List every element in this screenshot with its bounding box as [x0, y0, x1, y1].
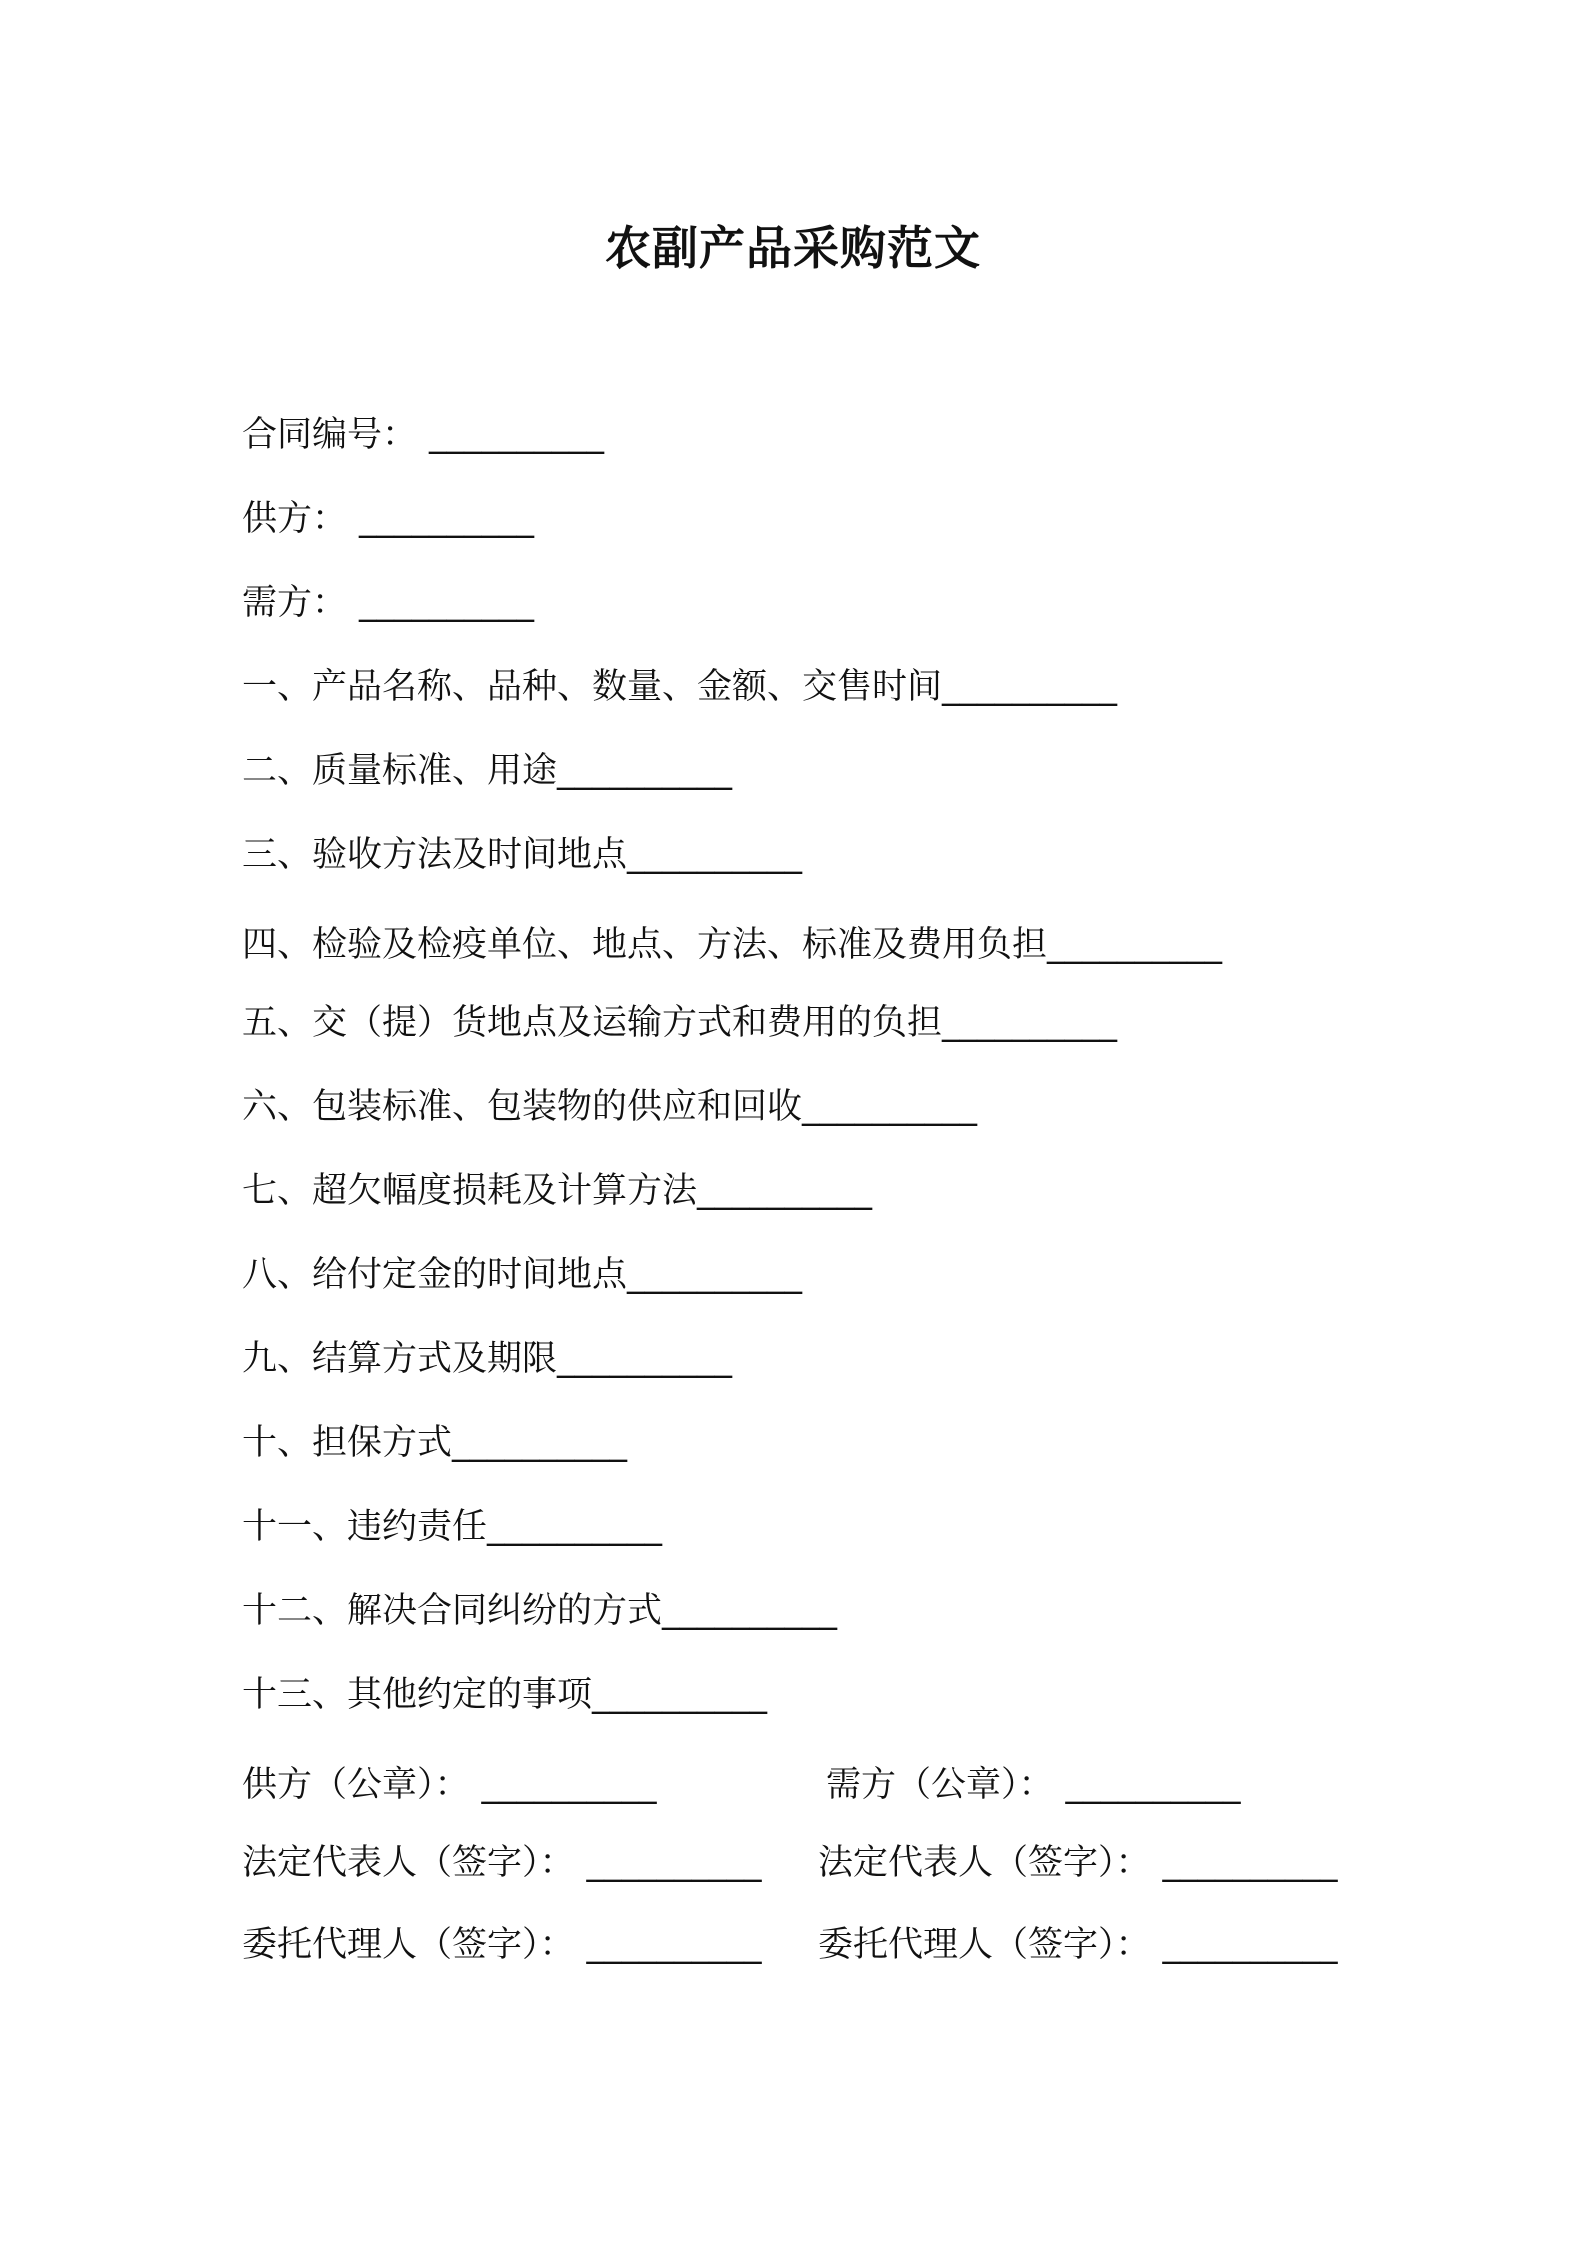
clause-13: [242, 1670, 767, 1720]
clause-5: [242, 998, 1117, 1048]
clause-blank: __________: [662, 1591, 838, 1631]
contract-number-label: 合同编号：: [242, 415, 418, 455]
supplier-seal-line: [242, 1760, 657, 1810]
clause-label: 八、给付定金的时间地点: [242, 1255, 628, 1295]
clause-blank: __________: [452, 1423, 628, 1463]
clause-blank: __________: [942, 1003, 1118, 1043]
clause-label: 一、产品名称、品种、数量、金额、交售时间: [242, 667, 943, 707]
contract-number-line: [242, 410, 604, 460]
clause-blank: __________: [697, 1171, 873, 1211]
clause-6: [242, 1082, 977, 1132]
supplier-seal-label: 供方（公章）：: [242, 1765, 470, 1805]
clause-7: [242, 1166, 872, 1216]
buyer-label: 需方：: [242, 583, 348, 623]
clause-label: 五、交（提）货地点及运输方式和费用的负担: [242, 1003, 943, 1043]
clause-11: [242, 1502, 662, 1552]
clause-3: [242, 830, 802, 880]
clause-1: [242, 662, 1117, 712]
clause-4: [242, 920, 1222, 970]
supplier-legal-rep-label: 法定代表人（签字）：: [242, 1843, 575, 1883]
supplier-agent-label: 委托代理人（签字）：: [242, 1925, 575, 1965]
clause-label: 九、结算方式及期限: [242, 1339, 558, 1379]
clause-label: 十二、解决合同纠纷的方式: [242, 1591, 663, 1631]
contract-number-blank: __________: [429, 415, 605, 455]
clause-10: [242, 1418, 627, 1468]
buyer-agent-blank: __________: [1162, 1925, 1338, 1965]
buyer-legal-rep-line: [818, 1838, 1338, 1888]
supplier-agent-line: [242, 1920, 762, 1970]
clause-blank: __________: [487, 1507, 663, 1547]
buyer-legal-rep-blank: __________: [1162, 1843, 1338, 1883]
supplier-label: 供方：: [242, 499, 348, 539]
clause-blank: __________: [557, 751, 733, 791]
document-title: 农副产品采购范文: [605, 221, 981, 275]
buyer-seal-label: 需方（公章）：: [826, 1765, 1054, 1805]
clause-blank: __________: [802, 1087, 978, 1127]
buyer-agent-line: [818, 1920, 1338, 1970]
clause-label: 十一、违约责任: [242, 1507, 488, 1547]
clause-label: 四、检验及检疫单位、地点、方法、标准及费用负担: [242, 925, 1048, 965]
supplier-blank: __________: [359, 499, 535, 539]
clause-label: 十三、其他约定的事项: [242, 1675, 593, 1715]
supplier-line: [242, 494, 534, 544]
clause-label: 七、超欠幅度损耗及计算方法: [242, 1171, 698, 1211]
buyer-agent-label: 委托代理人（签字）：: [818, 1925, 1151, 1965]
clause-blank: __________: [627, 1255, 803, 1295]
supplier-agent-blank: __________: [586, 1925, 762, 1965]
buyer-legal-rep-label: 法定代表人（签字）：: [818, 1843, 1151, 1883]
supplier-legal-rep-blank: __________: [586, 1843, 762, 1883]
clause-12: [242, 1586, 837, 1636]
clause-label: 三、验收方法及时间地点: [242, 835, 628, 875]
clause-blank: __________: [942, 667, 1118, 707]
supplier-seal-blank: __________: [481, 1765, 657, 1805]
buyer-seal-line: [826, 1760, 1241, 1810]
clause-blank: __________: [627, 835, 803, 875]
clause-9: [242, 1334, 732, 1384]
clause-blank: __________: [592, 1675, 768, 1715]
clause-2: [242, 746, 732, 796]
clause-blank: __________: [557, 1339, 733, 1379]
buyer-line: [242, 578, 534, 628]
supplier-legal-rep-line: [242, 1838, 762, 1888]
clause-8: [242, 1250, 802, 1300]
clause-label: 二、质量标准、用途: [242, 751, 558, 791]
clause-label: 六、包装标准、包装物的供应和回收: [242, 1087, 803, 1127]
clause-blank: __________: [1047, 925, 1223, 965]
clause-label: 十、担保方式: [242, 1423, 453, 1463]
buyer-seal-blank: __________: [1065, 1765, 1241, 1805]
buyer-blank: __________: [359, 583, 535, 623]
